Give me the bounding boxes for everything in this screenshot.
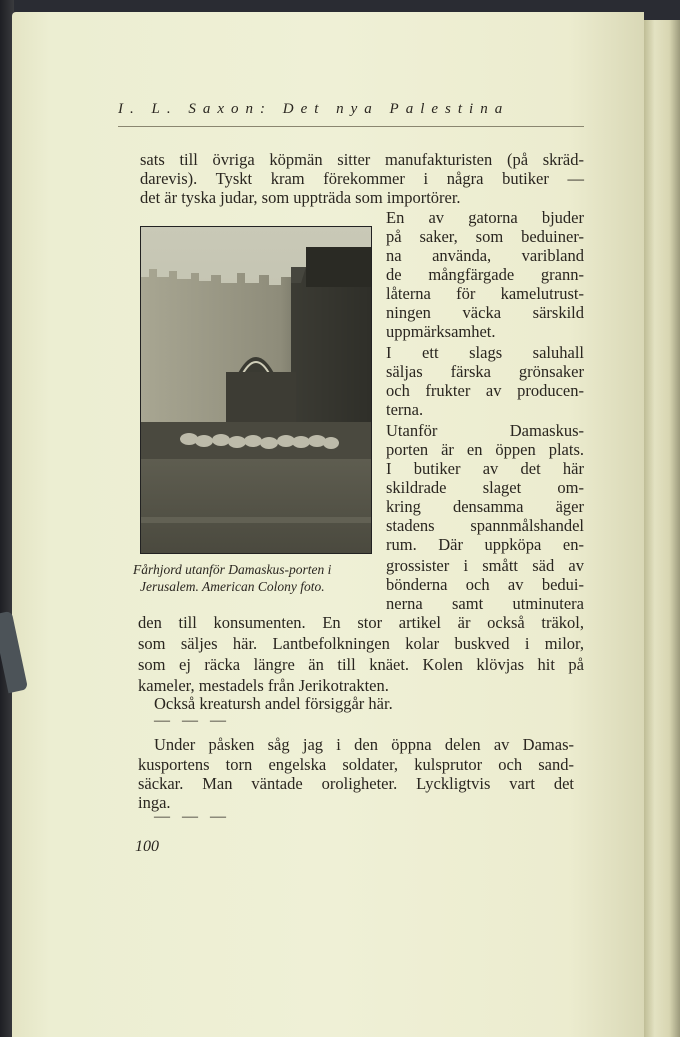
- header-rule: [118, 126, 584, 127]
- text-line-lower-5: Också kreatursh andel försiggår här.: [154, 694, 393, 713]
- text-line-final-4: inga.: [138, 793, 171, 812]
- text-line-right-14: I butiker av det här: [386, 459, 584, 478]
- text-line-right-17: stadens spannmålshandel: [386, 516, 584, 535]
- text-line-right-6: ningen väcka särskild: [386, 303, 584, 322]
- text-line-right-21: nerna samt utminutera: [386, 594, 584, 613]
- page-number: 100: [135, 838, 159, 855]
- text-line-right-2: på saker, som beduiner-: [386, 227, 584, 246]
- text-line-right-5: låterna för kamelutrust-: [386, 284, 584, 303]
- text-line-right-16: kring densamma äger: [386, 497, 584, 516]
- text-line-right-4: de mångfärgade grann-: [386, 265, 584, 284]
- text-line-top-3: det är tyska judar, som uppträda som importörer.: [140, 188, 461, 207]
- running-header: I. L. Saxon: Det nya Palestina: [118, 101, 510, 117]
- text-line-right-10: och frukter av producen-: [386, 381, 584, 400]
- section-separator-1: — — —: [154, 712, 230, 729]
- section-separator-2: — — —: [154, 808, 230, 825]
- text-line-right-9: säljas färska grönsaker: [386, 362, 584, 381]
- text-line-lower-4: kameler, mestadels från Jerikotrakten.: [138, 676, 389, 695]
- text-line-lower-2: som säljes här. Lantbefolkningen kolar buskved i milor,: [138, 634, 584, 653]
- text-line-right-7: uppmärksamhet.: [386, 322, 496, 341]
- text-line-right-20: bönderna och av bedui-: [386, 575, 584, 594]
- photo-illustration: [141, 227, 372, 554]
- text-line-final-2: kusportens torn engelska soldater, kulsprutor och sand-: [138, 755, 574, 774]
- figure-caption-line-1: Fårhjord utanför Damaskus-porten i: [133, 562, 332, 577]
- text-line-final-3: säckar. Man väntade oroligheter. Lyckligtvis vart det: [138, 774, 574, 793]
- text-line-right-19: grossister i smått säd av: [386, 556, 584, 575]
- text-line-top-2: darevis). Tyskt kram förekommer i några butiker —: [140, 169, 584, 188]
- text-line-lower-1: den till konsumenten. En stor artikel är också träkol,: [138, 613, 584, 632]
- figure-photo-damascus-gate: [140, 226, 372, 554]
- text-line-right-11: terna.: [386, 400, 424, 419]
- text-line-right-15: skildrade slaget om-: [386, 478, 584, 497]
- text-line-lower-3: som ej räcka längre än till knäet. Kolen klövjas hit på: [138, 655, 584, 674]
- text-line-right-18: rum. Där uppköpa en-: [386, 535, 584, 554]
- text-line-right-12: Utanför Damaskus-: [386, 421, 584, 440]
- text-line-final-1: Under påsken såg jag i den öppna delen av Damas-: [154, 735, 574, 754]
- text-line-top-1: sats till övriga köpmän sitter manufakturisten (på skräd-: [140, 150, 584, 169]
- text-line-right-13: porten är en öppen plats.: [386, 440, 584, 459]
- text-line-right-8: I ett slags saluhall: [386, 343, 584, 362]
- figure-caption-line-2: Jerusalem. American Colony foto.: [140, 579, 325, 594]
- text-line-right-1: En av gatorna bjuder: [386, 208, 584, 227]
- text-line-right-3: na använda, varibland: [386, 246, 584, 265]
- next-page-edge: [644, 20, 680, 1037]
